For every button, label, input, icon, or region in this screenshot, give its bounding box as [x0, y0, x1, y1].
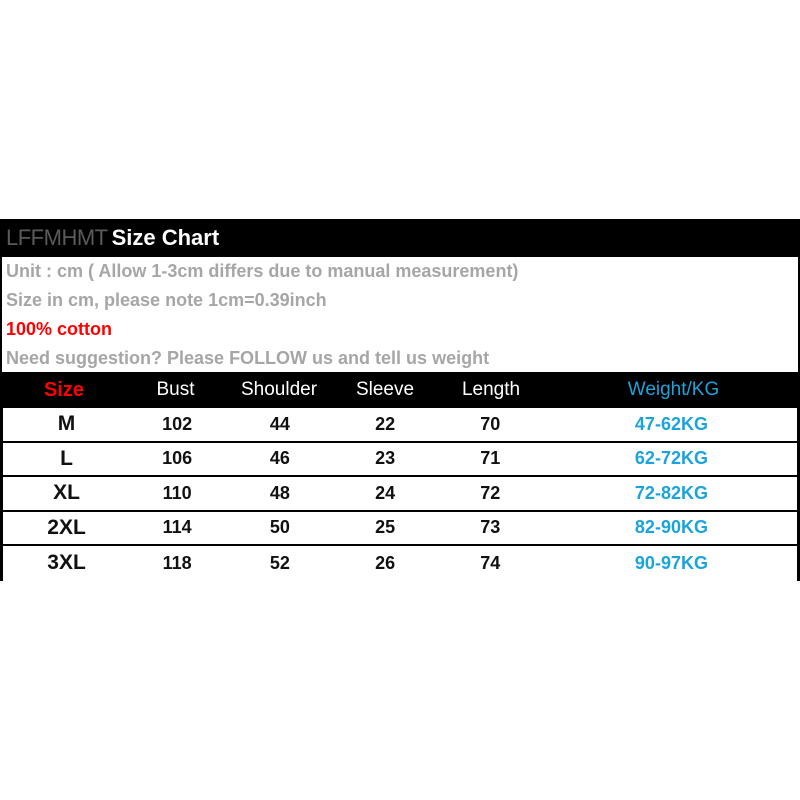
size-cell: 3XL: [47, 551, 86, 575]
size-cell: M: [57, 412, 76, 436]
table-row: [0, 443, 800, 478]
weight-cell: 72-82KG: [634, 482, 708, 503]
size-chart: [0, 219, 800, 581]
sleeve-cell: 22: [375, 413, 396, 434]
table-row: [0, 512, 800, 547]
column-header-bust: Bust: [156, 379, 195, 400]
sleeve-cell: 24: [375, 482, 396, 503]
table-row: [0, 408, 800, 443]
column-header-sleeve: Sleeve: [355, 379, 415, 400]
brand-name: LFFMHMT: [6, 225, 108, 250]
bust-cell: 118: [162, 552, 192, 573]
table-row: [0, 546, 800, 581]
table-row: [0, 477, 800, 512]
sleeve-cell: 26: [375, 552, 396, 573]
notes-section: [0, 257, 800, 372]
sleeve-cell: 25: [375, 517, 396, 538]
unit-note: Unit : cm ( Allow 1-3cm differs due to manual measurement): [6, 261, 519, 281]
shoulder-cell: 50: [269, 517, 290, 538]
column-header-length: Length: [461, 379, 521, 400]
shoulder-cell: 52: [269, 552, 290, 573]
weight-cell: 47-62KG: [634, 413, 708, 434]
material-note: 100% cotton: [6, 319, 113, 339]
shoulder-cell: 46: [269, 448, 290, 469]
size-cell: XL: [53, 481, 80, 505]
weight-cell: 82-90KG: [634, 517, 708, 538]
size-cell: L: [60, 446, 73, 470]
conversion-note: Size in cm, please note 1cm=0.39inch: [6, 290, 327, 310]
chart-title: Size Chart: [111, 225, 220, 250]
length-cell: 72: [480, 482, 501, 503]
length-cell: 74: [480, 552, 501, 573]
column-header-weight: Weight/KG: [627, 379, 720, 400]
table-header: [0, 372, 800, 408]
bust-cell: 102: [162, 413, 193, 434]
sleeve-cell: 23: [375, 448, 396, 469]
suggestion-note: Need suggestion? Please FOLLOW us and tell us weight: [6, 348, 490, 368]
shoulder-cell: 48: [269, 482, 290, 503]
column-header-shoulder: Shoulder: [240, 379, 318, 400]
length-cell: 71: [480, 448, 501, 469]
bust-cell: 114: [162, 517, 192, 538]
weight-cell: 62-72KG: [634, 448, 708, 469]
title-bar: [0, 219, 800, 257]
size-cell: 2XL: [47, 515, 86, 539]
length-cell: 73: [480, 517, 501, 538]
shoulder-cell: 44: [269, 413, 290, 434]
table-body: [0, 408, 800, 581]
column-header-size: Size: [43, 378, 85, 401]
weight-cell: 90-97KG: [634, 552, 708, 573]
length-cell: 70: [480, 413, 501, 434]
bust-cell: 110: [162, 482, 192, 503]
bust-cell: 106: [162, 448, 193, 469]
